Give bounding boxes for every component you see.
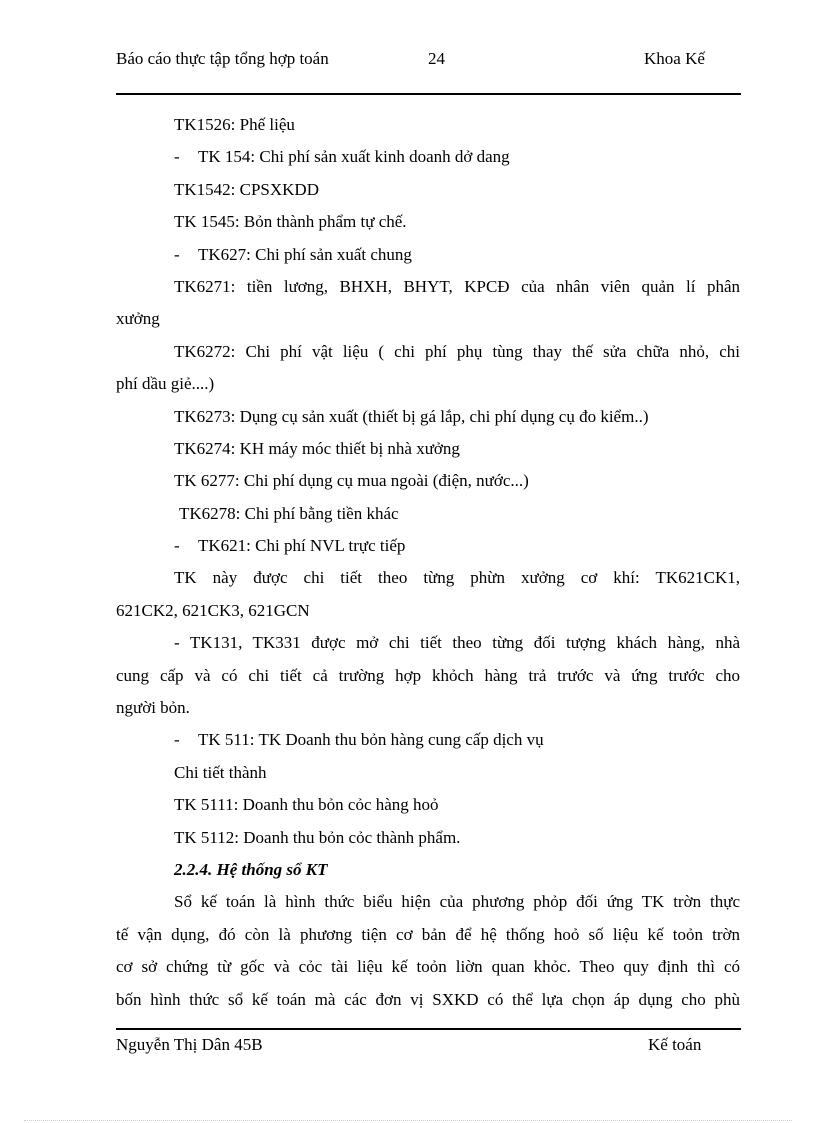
bullet-item [116,239,740,271]
bullet-item [116,530,740,562]
page-header [116,48,740,94]
bullet-text: TK627: Chi phí sản xuất chung [198,244,412,264]
bullet-dash: - [174,244,180,264]
text-line: Sổ kế toán là hình thức biểu hiện của phương phỏp đối ứng TK trờn thực [174,892,740,912]
text-line: 621CK2, 621CK3, 621GCN [116,600,310,620]
text-line: TK 1545: Bỏn thành phẩm tự chế. [174,212,407,232]
text-line: Chi tiết thành [174,762,267,782]
bullet-item [116,141,740,173]
text-line: TK6274: KH máy móc thiết bị nhà xưởng [174,438,460,458]
text-line: TK này được chi tiết theo từng phừn xưởng cơ khí: TK621CK1, [174,568,740,588]
bullet-dash: - [174,730,180,750]
header-department: Khoa Kế [644,49,705,68]
page-number: 24 [428,49,445,68]
bullet-text: TK 511: TK Doanh thu bỏn hàng cung cấp dịch vụ [198,730,544,750]
text-line: - TK131, TK331 được mở chi tiết theo từng đối tượng khách hàng, nhà [174,633,740,653]
bullet-item [116,724,740,756]
text-line: TK1542: CPSXKDD [174,179,319,199]
header-divider [116,93,741,95]
text-line: TK1526: Phế liệu [174,115,295,134]
page-body [116,109,740,1016]
text-line: phí dầu giẻ....) [116,374,215,394]
bullet-dash: - [174,147,180,167]
bullet-text: TK 154: Chi phí sản xuất kinh doanh dở dang [198,147,510,167]
page-edge-divider [24,1120,792,1121]
footer-divider [116,1028,741,1030]
text-line: xưởng [116,309,160,329]
text-line: TK6278: Chi phí bằng tiền khác [179,503,399,523]
text-line: TK6272: Chi phí vật liệu ( chi phí phụ tùng thay thế sửa chữa nhỏ, chi [174,341,740,361]
text-line: cơ sở chứng từ gốc và cỏc tài liệu kế toỏn liờn quan khỏc. Theo quy định thì có [116,957,740,977]
text-line: TK 6277: Chi phí dụng cụ mua ngoài (điện, nước...) [174,471,529,491]
text-line: TK 5112: Doanh thu bỏn cỏc thành phẩm. [174,827,461,847]
text-line: tế vận dụng, đó còn là phương tiện cơ bản để hệ thống hoỏ số liệu kế toỏn trờn [116,924,740,944]
bullet-dash: - [174,536,180,556]
section-heading: 2.2.4. Hệ thống sổ KT [174,859,328,879]
text-line: TK 5111: Doanh thu bỏn cỏc hàng hoỏ [174,795,439,815]
footer-department: Kế toán [648,1035,702,1054]
text-line: TK6271: tiền lương, BHXH, BHYT, KPCĐ của nhân viên quản lí phân [174,276,740,296]
text-line: cung cấp và có chi tiết cả trường hợp khỏch hàng trả trước và ứng trước cho [116,665,740,685]
text-line: TK6273: Dụng cụ sản xuất (thiết bị gá lắp, chi phí dụng cụ đo kiểm..) [174,406,649,426]
bullet-text: TK621: Chi phí NVL trực tiếp [198,536,406,556]
text-line: bốn hình thức sổ kế toán mà các đơn vị SXKD có thể lựa chọn áp dụng cho phù [116,989,740,1009]
text-line: người bỏn. [116,698,190,718]
footer-author: Nguyễn Thị Dân 45B [116,1035,263,1054]
header-report-title: Báo cáo thực tập tổng hợp toán [116,49,329,68]
